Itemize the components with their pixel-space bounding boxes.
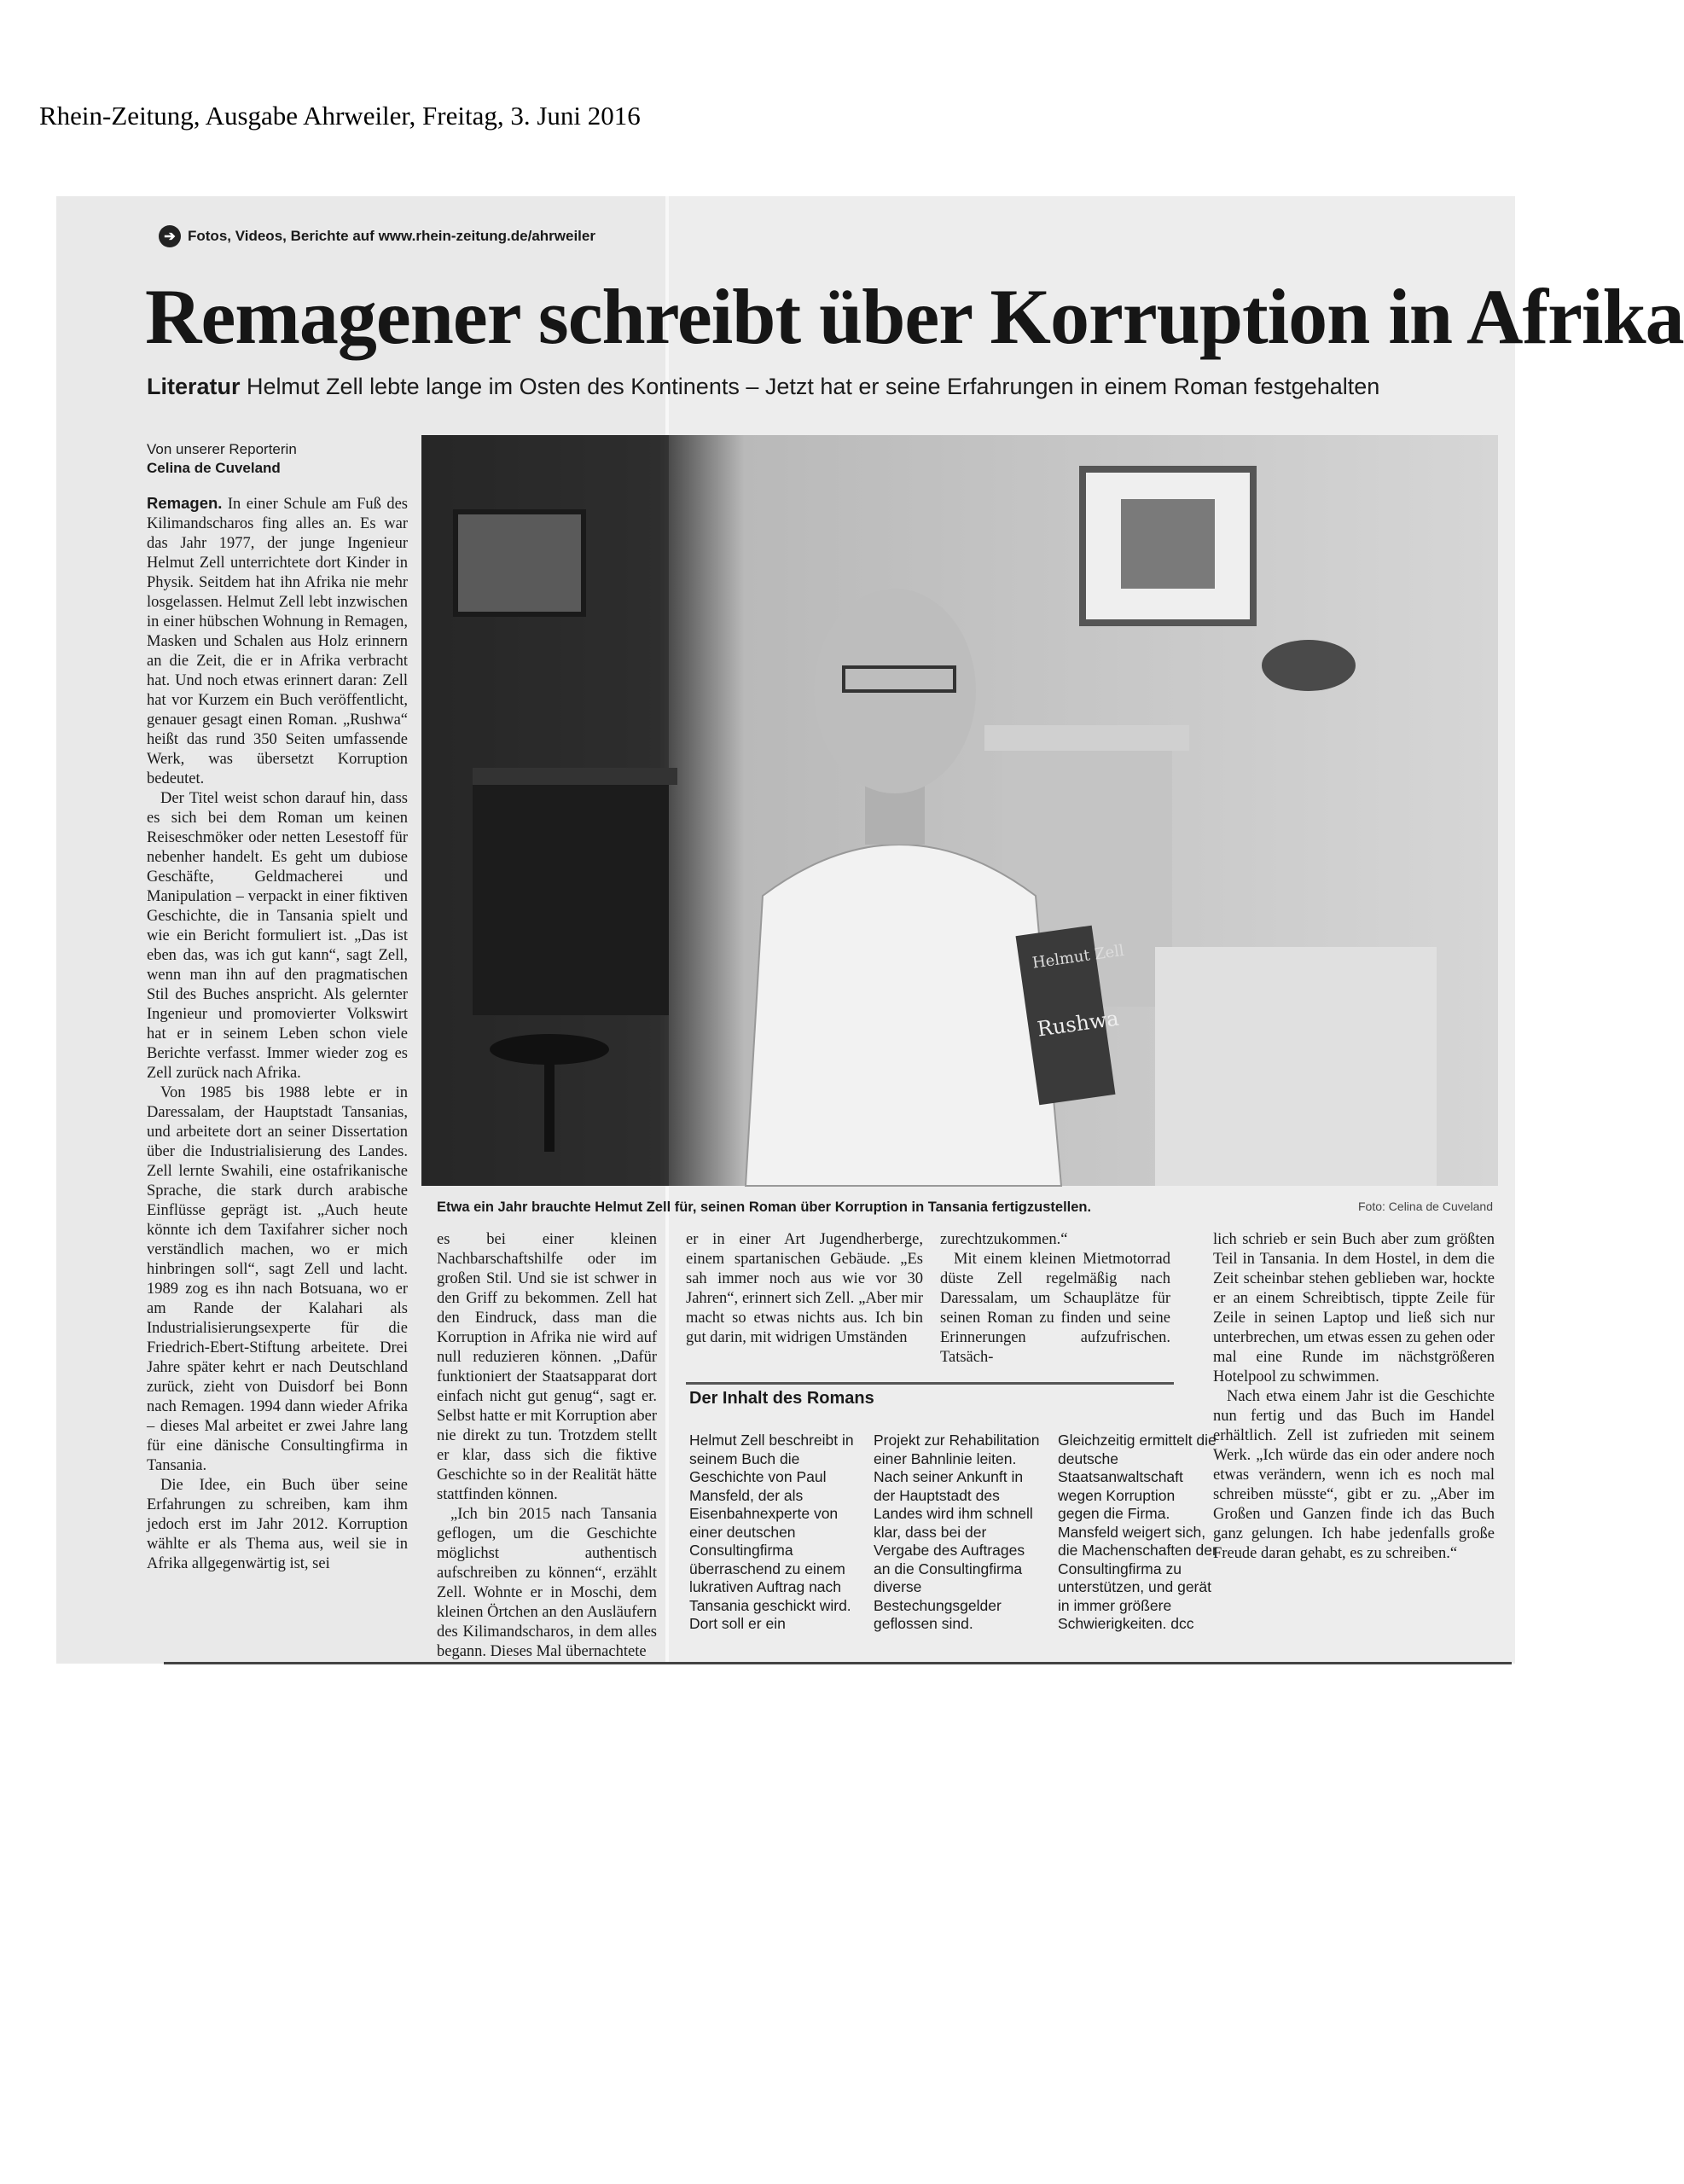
- book-author-text: Helmut Zell: [1031, 941, 1125, 973]
- paragraph: Nach etwa einem Jahr ist die Geschichte nun fertig und das Buch im Handel erhältlich. Zell ist zufrieden mit seinem Werk. „Ich würde das ein oder andere noch etwas verändern, wenn ich es noch mal schreiben müsste“, gibt er zu. „Aber im Großen und Ganzen finde ich das Buch ganz gelungen. Ich habe jedenfalls große Freude daran gehabt, es zu schreiben.“: [1213, 1388, 1495, 1562]
- paragraph: zurechtzukommen.“: [940, 1231, 1068, 1248]
- subline: [147, 374, 1379, 400]
- paragraph: Die Idee, ein Buch über seine Erfahrungen zu schreiben, kam ihm jedoch erst im Jahr 2012. Korruption wählte er als Thema aus, weil sie in Afrika allgegenwärtig ist, sei: [147, 1477, 408, 1572]
- book-title-text: Rushwa: [1036, 1006, 1121, 1042]
- info-box-rule: [686, 1382, 1174, 1385]
- bottom-rule: [164, 1662, 1512, 1664]
- paragraph: „Ich bin 2015 nach Tansania geflogen, um die Geschichte möglichst authentisch aufschreiben zu können“, erzählt Zell. Wohnte er in Moschi, dem kleinen Örtchen an den Ausläufern des Kilimandscharos, in dem alles begann. Dieses Mal übernachtete: [437, 1506, 657, 1660]
- article-column-4: [940, 1230, 1170, 1368]
- paragraph: lich schrieb er sein Buch aber zum größten Teil in Tansania. In dem Hostel, in dem die Zeit scheinbar stehen geblieben war, hockte er an einem Schreibtisch, tippte Zeile für Zeile in seinen Laptop und ließ sich nur unterbrechen, um etwas essen zu gehen oder mal eine Runde im nächstgrößeren Hotelpool zu schwimmen.: [1213, 1231, 1495, 1385]
- article-photo: [421, 435, 1498, 1186]
- info-box-column-3: Gleichzeitig ermittelt die deutsche Staatsanwaltschaft wegen Korruption gegen die Firma. Mansfeld weigert sich, die Machenschaften der Consultingfirma zu unterstützen, und gerät in immer größere Schwierigkeiten. dcc: [1058, 1432, 1217, 1632]
- paragraph: Der Titel weist schon darauf hin, dass es sich bei dem Roman um keinen Reiseschmöker oder netten Lesestoff für nebenher handelt. Es geht um dubiose Geschäfte, Geldmacherei und Manipulation – verpackt in einer fiktiven Geschichte, die in Tansania spielt und wie ein Bericht formuliert ist. „Das ist eben das, was ich gut kann“, sagt Zell, wenn man ihn auf den pragmatischen Stil des Buches anspricht. Als gelernter Ingenieur und promovierter Volkswirt hat er in seinem Leben schon viele Berichte verfasst. Immer wieder zog es Zell zurück nach Afrika.: [147, 790, 408, 1082]
- subline-tag: Literatur: [147, 374, 241, 399]
- photo-credit: Foto: Celina de Cuveland: [1358, 1199, 1493, 1213]
- info-box-title: Der Inhalt des Romans: [689, 1389, 874, 1408]
- arrow-right-icon: ➔: [159, 225, 181, 247]
- newspaper-clipping: [56, 196, 1684, 1664]
- kicker-text: Fotos, Videos, Berichte auf www.rhein-zeitung.de/ahrweiler: [188, 228, 595, 244]
- article-column-5: [1213, 1230, 1495, 1564]
- paragraph: es bei einer kleinen Nachbarschaftshilfe oder im großen Stil. Und sie ist schwer in den Griff zu bekommen. Zell hat den Eindruck, dass man die Korruption in Afrika nie wird auf null reduzieren können. „Dafür funktioniert der Staatsapparat dort einfach nicht gut genug“, sagt er. Selbst hatte er mit Korruption aber nie direkt zu tun. Trotzdem stellt er klar, dass sich die fiktive Geschichte so in der Realität hätte stattfinden können.: [437, 1231, 657, 1503]
- article-column-2: [437, 1230, 657, 1662]
- article-column-3: [686, 1230, 923, 1348]
- info-box-column-2: Projekt zur Rehabilitation einer Bahnlinie leiten. Nach seiner Ankunft in der Hauptstadt des Landes wird ihm schnell klar, dass bei der Vergabe des Auftrages an die Consultingfirma diverse Bestechungsgelder geflossen sind.: [874, 1432, 1040, 1632]
- paragraph: er in einer Art Jugendherberge, einem spartanischen Gebäude. „Es sah immer noch aus wie vor 30 Jahren“, erinnert sich Zell. „Aber mir macht so etwas nichts aus. Ich bin gut darin, mit widrigen Umständen: [686, 1231, 923, 1346]
- byline-line-2: Celina de Cuveland: [147, 460, 281, 476]
- paragraph: Mit einem kleinen Mietmotorrad düste Zell regelmäßig nach Daressalam, um Schauplätze für seinen Roman zu finden und seine Erinnerungen aufzufrischen. Tatsäch-: [940, 1251, 1170, 1366]
- photo-illustration: [421, 435, 1498, 1186]
- subline-text: Helmut Zell lebte lange im Osten des Kontinents – Jetzt hat er seine Erfahrungen in einem Roman festgehalten: [240, 374, 1380, 399]
- dateline: Remagen.: [147, 494, 223, 512]
- byline: [147, 440, 297, 478]
- headline: Remagener schreibt über Korruption in Afrika: [145, 273, 1684, 360]
- byline-line-1: Von unserer Reporterin: [147, 441, 297, 457]
- kicker: [159, 225, 595, 247]
- article-column-1: [147, 493, 408, 1574]
- info-box-column-1: Helmut Zell beschreibt in seinem Buch die Geschichte von Paul Mansfeld, der als Eisenbahnexperte von einer deutschen Consultingfirma überraschend zu einem lukrativen Auftrag nach Tansania geschickt wird. Dort soll er ein: [689, 1432, 854, 1632]
- paragraph: Von 1985 bis 1988 lebte er in Daressalam, der Hauptstadt Tansanias, und arbeitete dort an seiner Dissertation über die Industrialisierung des Landes. Zell lernte Swahili, eine ostafrikanische Sprache, die stark durch arabische Einflüsse geprägt ist. „Auch heute könnte ich dem Taxifahrer sicher noch verständlich machen, wo er mich hinbringen soll“, sagt Zell und lacht. 1989 zog es ihn nach Botsuana, wo er am Rande der Kalahari als Industrialisierungsexperte für die Friedrich-Ebert-Stiftung arbeitete. Drei Jahre später kehrt er nach Deutschland zurück, zieht von Duisdorf bei Bonn nach Remagen. 1994 dann wieder Afrika – dieses Mal arbeitet er zwei Jahre lang für eine dänische Consultingfirma in Tansania.: [147, 1084, 408, 1474]
- photo-caption: Etwa ein Jahr brauchte Helmut Zell für, seinen Roman über Korruption in Tansania fertigzustellen.: [437, 1199, 1092, 1215]
- paragraph: Remagen. In einer Schule am Fuß des Kilimandscharos fing alles an. Es war das Jahr 1977, der junge Ingenieur Helmut Zell unterrichtete dort Kinder in Physik. Seitdem hat ihn Afrika nie mehr losgelassen. Helmut Zell lebt inzwischen in einer hübschen Wohnung in Remagen, Masken und Schalen aus Holz erinnern an die Zeit, die er in Afrika verbracht hat. Und noch etwas erinnert daran: Zell hat vor Kurzem ein Buch veröffentlicht, genauer gesagt einen Roman. „Rushwa“ heißt das rund 350 Seiten umfassende Werk, was übersetzt Korruption bedeutet.: [147, 494, 408, 787]
- page-header: Rhein-Zeitung, Ausgabe Ahrweiler, Freitag, 3. Juni 2016: [39, 101, 641, 131]
